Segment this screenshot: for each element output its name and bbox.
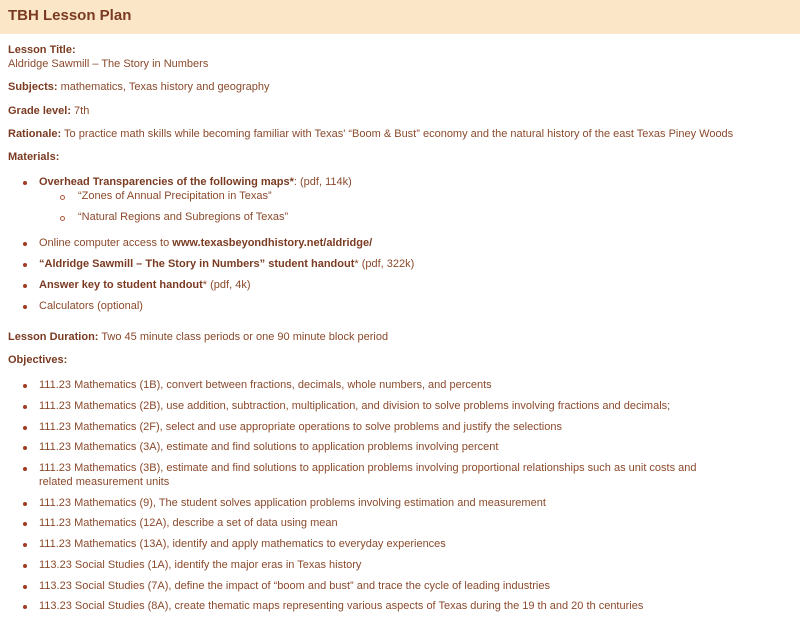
sub-item-regions bbox=[39, 211, 788, 225]
subjects-field bbox=[8, 81, 788, 95]
objective-text: 113.23 Social Studies (7A), define the impact of “boom and bust” and trace the cycle of leading industries bbox=[39, 579, 550, 592]
objective-item bbox=[8, 538, 728, 552]
materials-label: Materials: bbox=[8, 151, 60, 163]
materials-item bbox=[8, 279, 788, 293]
objective-text: 113.23 Social Studies (8A), create thematic maps representing various aspects of Texas during the 19 th and 20 th centuries bbox=[39, 600, 644, 613]
grade-field bbox=[8, 105, 788, 119]
page-header bbox=[0, 0, 800, 34]
duration-label: Lesson Duration: bbox=[8, 331, 99, 343]
rationale-field bbox=[8, 128, 792, 142]
grade-value: 7th bbox=[74, 105, 90, 117]
transparencies-size: : (pdf, 114k) bbox=[293, 176, 352, 188]
answer-key-link[interactable]: Answer key to student handout bbox=[39, 278, 203, 291]
objectives-label-field bbox=[8, 354, 67, 368]
student-handout-link[interactable]: “Aldridge Sawmill – The Story in Numbers” student handout bbox=[39, 258, 355, 270]
objective-text: 111.23 Mathematics (1B), convert between fractions, decimals, whole numbers, and percents bbox=[39, 379, 492, 391]
objective-text: 111.23 Mathematics (3A), estimate and find solutions to application problems involving percent bbox=[39, 441, 499, 454]
transparencies-sublist bbox=[39, 190, 788, 225]
online-access-text: Online computer access to bbox=[39, 237, 173, 250]
materials-label-field bbox=[8, 151, 59, 165]
grade-label: Grade level: bbox=[8, 105, 71, 117]
objective-item bbox=[8, 517, 728, 531]
objective-text: 111.23 Mathematics (12A), describe a set of data using mean bbox=[39, 517, 338, 530]
objective-item bbox=[8, 559, 728, 573]
rationale-value: To practice math skills while becoming familiar with Texas' “Boom & Bust” economy and the natural history of the east Texas Piney Woods bbox=[64, 128, 734, 140]
objective-item bbox=[8, 580, 728, 594]
rationale-label: Rationale: bbox=[8, 128, 62, 140]
lesson-title-value: Aldridge Sawmill – The Story in Numbers bbox=[8, 57, 209, 70]
sub-item-label: “Zones of Annual Precipitation in Texas” bbox=[78, 189, 272, 202]
sub-item-precipitation bbox=[39, 190, 788, 204]
lesson-title-label: Lesson Title: bbox=[8, 44, 76, 56]
materials-list bbox=[8, 176, 788, 313]
answer-key-size: * (pdf, 4k) bbox=[202, 278, 251, 291]
objective-item bbox=[8, 497, 728, 511]
materials-item bbox=[8, 258, 788, 272]
objectives-label: Objectives: bbox=[8, 354, 68, 366]
student-handout-size: * (pdf, 322k) bbox=[354, 258, 415, 270]
transparencies-link[interactable]: Overhead Transparencies of the following maps* bbox=[39, 176, 294, 188]
objective-text: 111.23 Mathematics (9), The student solves application problems involving estimation and measurement bbox=[39, 496, 546, 509]
objective-text: 111.23 Mathematics (13A), identify and apply mathematics to everyday experiences bbox=[39, 538, 446, 550]
materials-item bbox=[8, 237, 788, 251]
sub-item-label: “Natural Regions and Subregions of Texas” bbox=[78, 210, 289, 223]
objective-text: 111.23 Mathematics (2B), use addition, subtraction, multiplication, and division to solve problems involving fractions and decimals; bbox=[39, 399, 671, 412]
duration-value: Two 45 minute class periods or one 90 minute block period bbox=[101, 331, 389, 343]
materials-item bbox=[8, 176, 788, 224]
objectives-list bbox=[8, 379, 728, 621]
duration-field bbox=[8, 331, 788, 345]
objective-item bbox=[8, 600, 728, 614]
objective-item bbox=[8, 421, 728, 435]
objective-text: 113.23 Social Studies (1A), identify the major eras in Texas history bbox=[39, 558, 362, 571]
objective-item bbox=[8, 441, 728, 455]
website-link[interactable]: www.texasbeyondhistory.net/aldridge/ bbox=[172, 237, 373, 250]
objective-item bbox=[8, 400, 728, 414]
subjects-value: mathematics, Texas history and geography bbox=[60, 81, 270, 93]
materials-item bbox=[8, 300, 788, 314]
objective-text: 111.23 Mathematics (3B), estimate and find solutions to application problems involving proportional relationships such as unit costs and related measurement units bbox=[39, 462, 697, 488]
objective-text: 111.23 Mathematics (2F), select and use appropriate operations to solve problems and justify the selections bbox=[39, 420, 562, 433]
calculators-text: Calculators (optional) bbox=[39, 299, 143, 312]
lesson-title-field bbox=[8, 44, 788, 72]
objective-item bbox=[8, 462, 728, 490]
subjects-label: Subjects: bbox=[8, 81, 58, 93]
objective-item bbox=[8, 379, 728, 393]
page-title: TBH Lesson Plan bbox=[8, 7, 132, 24]
